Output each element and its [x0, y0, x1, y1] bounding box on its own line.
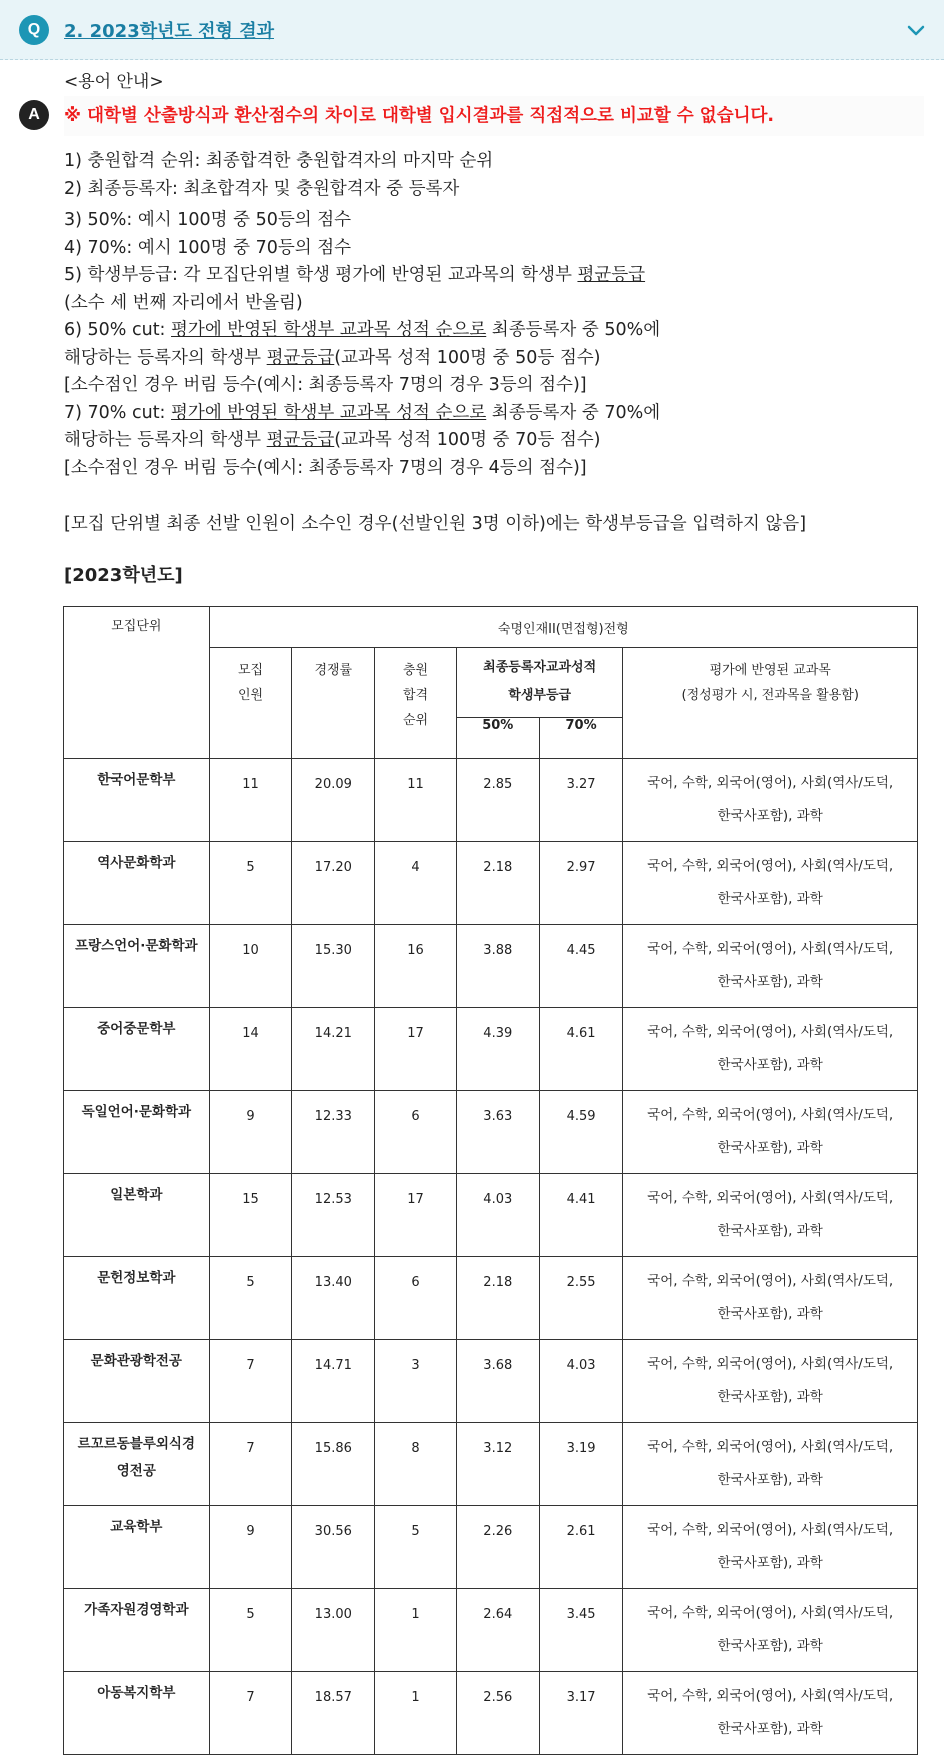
term-text: 5) 학생부등급: 각 모집단위별 학생 평가에 반영된 교과목의 학생부: [64, 265, 578, 285]
unit-cell: [64, 1672, 210, 1755]
unit-name: 아동복지학부: [97, 1685, 176, 1701]
term-text: 최종등록자 중 50%에: [486, 320, 661, 340]
rank-cell: 8: [375, 1423, 457, 1506]
quota-cell: 9: [209, 1091, 292, 1174]
rank-cell: 11: [375, 759, 457, 842]
quota-header: [209, 648, 292, 759]
table-row: [64, 1257, 918, 1340]
unit-name: 일본학과: [110, 1187, 163, 1203]
unit-name: 가족자원경영학과: [84, 1602, 189, 1618]
unit-cell: [64, 1340, 210, 1423]
subject-line: 국어, 수학, 외국어(영어), 사회(역사/도덕,: [647, 1107, 894, 1123]
grade50-cell: 3.88: [456, 925, 539, 1008]
rank-cell: 6: [375, 1091, 457, 1174]
table-row: [64, 759, 918, 842]
term-line: 3) 50%: 예시 100명 중 50등의 점수: [64, 210, 352, 230]
term-line: [소수점인 경우 버림 등수(예시: 최종등록자 7명의 경우 3등의 점수)]: [64, 375, 587, 395]
subjects-cell: [623, 1589, 918, 1672]
admission-type-header: 숙명인재II(면접형)전형: [209, 607, 917, 648]
table-row: [64, 842, 918, 925]
unit-cell: [64, 925, 210, 1008]
subjects-cell: [623, 1008, 918, 1091]
subject-line: 한국사포함), 과학: [717, 891, 823, 907]
subject-line: 한국사포함), 과학: [717, 1638, 823, 1654]
rank-cell: 16: [375, 925, 457, 1008]
subjects-cell: [623, 759, 918, 842]
subjects-cell: [623, 1423, 918, 1506]
rank-cell: 5: [375, 1506, 457, 1589]
grade70-cell: 3.17: [539, 1672, 623, 1755]
terms-list: [64, 148, 924, 482]
subject-line: 국어, 수학, 외국어(영어), 사회(역사/도덕,: [647, 1190, 894, 1206]
rank-cell: 17: [375, 1174, 457, 1257]
grade50-cell: 2.18: [456, 842, 539, 925]
rank-cell: 4: [375, 842, 457, 925]
subjects-cell: [623, 1174, 918, 1257]
rank-cell: 1: [375, 1589, 457, 1672]
subject-line: 국어, 수학, 외국어(영어), 사회(역사/도덕,: [647, 1439, 894, 1455]
subjects-cell: [623, 1091, 918, 1174]
unit-cell: [64, 1174, 210, 1257]
subject-line: 국어, 수학, 외국어(영어), 사회(역사/도덕,: [647, 941, 894, 957]
term-underlined: 평가에 반영된 학생부 교과목 성적 순으로: [171, 320, 487, 340]
unit-name: 독일언어·문화학과: [81, 1104, 192, 1120]
unit-cell: [64, 1257, 210, 1340]
term-text: 해당하는 등록자의 학생부: [64, 430, 267, 450]
question-badge: Q: [19, 15, 49, 45]
term-underlined: 평균등급: [266, 430, 335, 450]
term-line: 2) 최종등록자: 최초합격자 및 충원합격자 중 등록자: [64, 178, 460, 199]
term-underlined: 평가에 반영된 학생부 교과목 성적 순으로: [171, 402, 487, 423]
term-underlined: 평균등급: [577, 265, 646, 285]
quota-cell: 11: [209, 759, 292, 842]
unit-name: 문헌정보학과: [97, 1270, 176, 1286]
quota-cell: 5: [209, 1589, 292, 1672]
subjects-cell: [623, 1340, 918, 1423]
rate-cell: 15.86: [292, 1423, 375, 1506]
rate-cell: 14.21: [292, 1008, 375, 1091]
rank-cell: 1: [375, 1672, 457, 1755]
subject-line: 국어, 수학, 외국어(영어), 사회(역사/도덕,: [647, 1688, 894, 1704]
unit-cell: [64, 1423, 210, 1506]
header-line: 순위: [402, 713, 429, 728]
grade-header: [456, 648, 623, 718]
warning-text: ※ 대학별 산출방식과 환산점수의 차이로 대학별 입시결과를 직접적으로 비교할 수 없습니다.: [64, 96, 924, 136]
table-row: [64, 1008, 918, 1091]
pct50-header: 50%: [456, 718, 539, 759]
term-line: [64, 345, 924, 373]
grade70-cell: 3.27: [539, 759, 623, 842]
grade70-cell: 3.45: [539, 1589, 623, 1672]
subjects-cell: [623, 1506, 918, 1589]
table-header-row: [64, 607, 918, 648]
unit-name: 중어중문학부: [97, 1021, 176, 1037]
table-row: [64, 1506, 918, 1589]
subject-line: 한국사포함), 과학: [717, 808, 823, 824]
term-text: 해당하는 등록자의 학생부: [64, 347, 267, 368]
rate-cell: 17.20: [292, 842, 375, 925]
subjects-cell: [623, 925, 918, 1008]
term-text: 7) 70% cut:: [64, 402, 172, 423]
unit-header: 모집단위: [64, 607, 210, 759]
rate-cell: 15.30: [292, 925, 375, 1008]
answer-body: [64, 68, 924, 590]
header-line: 인원: [237, 688, 264, 703]
unit-cell: [64, 842, 210, 925]
grade50-cell: 3.63: [456, 1091, 539, 1174]
table-row: [64, 1340, 918, 1423]
subject-line: 한국사포함), 과학: [717, 1223, 823, 1239]
year-title: [2023학년도]: [64, 565, 183, 586]
unit-name: 르꼬르동블루외식경: [77, 1436, 195, 1452]
unit-name: 역사문화학과: [97, 855, 176, 871]
grade50-cell: 4.39: [456, 1008, 539, 1091]
quota-cell: 7: [209, 1423, 292, 1506]
term-line: (소수 세 번째 자리에서 반올림): [64, 292, 303, 313]
grade50-cell: 4.03: [456, 1174, 539, 1257]
grade70-cell: 3.19: [539, 1423, 623, 1506]
term-text: 6) 50% cut:: [64, 320, 172, 340]
table-row: [64, 1672, 918, 1755]
unit-name: 영전공: [116, 1463, 156, 1479]
term-line: [64, 400, 924, 428]
rank-cell: 17: [375, 1008, 457, 1091]
term-line: [64, 262, 924, 290]
table-row: [64, 1174, 918, 1257]
term-line: [64, 427, 924, 455]
table-row: [64, 925, 918, 1008]
subject-line: 국어, 수학, 외국어(영어), 사회(역사/도덕,: [647, 1605, 894, 1621]
answer-badge: A: [19, 100, 49, 130]
grade50-cell: 3.68: [456, 1340, 539, 1423]
rank-cell: 3: [375, 1340, 457, 1423]
header-line: (정성평가 시, 전과목을 활용함): [681, 688, 859, 703]
results-table: [63, 606, 918, 1755]
subject-line: 국어, 수학, 외국어(영어), 사회(역사/도덕,: [647, 1273, 894, 1289]
table-row: [64, 1423, 918, 1506]
unit-cell: [64, 1008, 210, 1091]
quota-cell: 15: [209, 1174, 292, 1257]
header-line: 최종등록자교과성적: [483, 660, 597, 675]
subject-line: 한국사포함), 과학: [717, 1306, 823, 1322]
header-line: 평가에 반영된 교과목: [709, 663, 831, 678]
grade70-cell: 4.59: [539, 1091, 623, 1174]
table-row: [64, 1589, 918, 1672]
term-line: [소수점인 경우 버림 등수(예시: 최종등록자 7명의 경우 4등의 점수)]: [64, 457, 587, 478]
unit-name: 프랑스언어·문화학과: [75, 938, 198, 954]
pct70-header: 70%: [539, 718, 623, 759]
grade50-cell: 2.18: [456, 1257, 539, 1340]
grade50-cell: 3.12: [456, 1423, 539, 1506]
term-text: (교과목 성적 100명 중 50등 점수): [334, 347, 601, 368]
grade70-cell: 2.61: [539, 1506, 623, 1589]
quota-cell: 5: [209, 1257, 292, 1340]
grade70-cell: 4.45: [539, 925, 623, 1008]
grade70-cell: 4.61: [539, 1008, 623, 1091]
subject-line: 국어, 수학, 외국어(영어), 사회(역사/도덕,: [647, 1356, 894, 1372]
rate-cell: 13.00: [292, 1589, 375, 1672]
subject-line: 한국사포함), 과학: [717, 1555, 823, 1571]
subject-line: 국어, 수학, 외국어(영어), 사회(역사/도덕,: [647, 858, 894, 874]
subjects-cell: [623, 1672, 918, 1755]
subject-line: 한국사포함), 과학: [717, 1389, 823, 1405]
unit-cell: [64, 1091, 210, 1174]
subject-line: 한국사포함), 과학: [717, 1140, 823, 1156]
question-title-link[interactable]: 2. 2023학년도 전형 결과: [64, 21, 274, 42]
quota-cell: 7: [209, 1672, 292, 1755]
term-line: 4) 70%: 예시 100명 중 70등의 점수: [64, 237, 352, 258]
rate-cell: 14.71: [292, 1340, 375, 1423]
rate-cell: 13.40: [292, 1257, 375, 1340]
term-text: 최종등록자 중 70%에: [486, 402, 661, 423]
subject-line: 한국사포함), 과학: [717, 974, 823, 990]
subjects-cell: [623, 1257, 918, 1340]
grade50-cell: 2.85: [456, 759, 539, 842]
subjects-cell: [623, 842, 918, 925]
rate-cell: 12.33: [292, 1091, 375, 1174]
question-bar[interactable]: [0, 0, 944, 60]
rate-cell: 30.56: [292, 1506, 375, 1589]
quota-cell: 5: [209, 842, 292, 925]
unit-cell: [64, 1589, 210, 1672]
header-line: 모집: [237, 663, 264, 678]
rank-header: [375, 648, 457, 759]
subject-line: 국어, 수학, 외국어(영어), 사회(역사/도덕,: [647, 1522, 894, 1538]
subject-line: 국어, 수학, 외국어(영어), 사회(역사/도덕,: [647, 1024, 894, 1040]
grade70-cell: 4.41: [539, 1174, 623, 1257]
subject-line: 한국사포함), 과학: [717, 1472, 823, 1488]
term-line: [64, 317, 924, 345]
rank-cell: 6: [375, 1257, 457, 1340]
quota-cell: 9: [209, 1506, 292, 1589]
header-line: 합격: [402, 688, 429, 703]
rate-cell: 12.53: [292, 1174, 375, 1257]
rate-header: 경쟁률: [292, 648, 375, 759]
subject-line: 한국사포함), 과학: [717, 1721, 823, 1737]
quota-cell: 10: [209, 925, 292, 1008]
subjects-header: [623, 648, 918, 759]
unit-name: 문화관광학전공: [90, 1353, 182, 1369]
chevron-down-icon[interactable]: [904, 18, 928, 42]
grade70-cell: 2.55: [539, 1257, 623, 1340]
grade50-cell: 2.26: [456, 1506, 539, 1589]
header-line: 학생부등급: [508, 688, 572, 703]
subject-line: 국어, 수학, 외국어(영어), 사회(역사/도덕,: [647, 775, 894, 791]
unit-name: 한국어문학부: [97, 772, 176, 788]
table-row: [64, 1091, 918, 1174]
grade70-cell: 2.97: [539, 842, 623, 925]
grade50-cell: 2.56: [456, 1672, 539, 1755]
term-text: (교과목 성적 100명 중 70등 점수): [334, 430, 601, 450]
notice-text: [모집 단위별 최종 선발 인원이 소수인 경우(선발인원 3명 이하)에는 학생부등급을 입력하지 않음]: [64, 514, 807, 534]
unit-cell: [64, 1506, 210, 1589]
rate-cell: 18.57: [292, 1672, 375, 1755]
quota-cell: 14: [209, 1008, 292, 1091]
terms-heading: <용어 안내>: [64, 72, 164, 92]
rate-cell: 20.09: [292, 759, 375, 842]
term-underlined: 평균등급: [266, 347, 335, 368]
unit-name: 교육학부: [110, 1519, 163, 1535]
term-line: 1) 충원합격 순위: 최종합격한 충원합격자의 마지막 순위: [64, 151, 494, 171]
quota-cell: 7: [209, 1340, 292, 1423]
unit-cell: [64, 759, 210, 842]
header-line: 충원: [402, 663, 429, 678]
grade70-cell: 4.03: [539, 1340, 623, 1423]
subject-line: 한국사포함), 과학: [717, 1057, 823, 1073]
grade50-cell: 2.64: [456, 1589, 539, 1672]
